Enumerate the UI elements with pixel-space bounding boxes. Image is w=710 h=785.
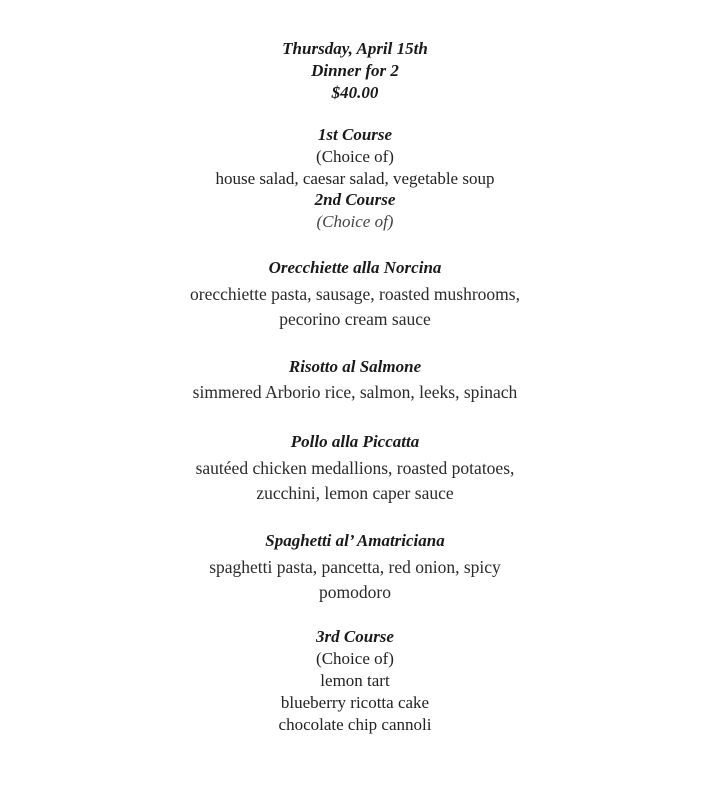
dish-description: zucchini, lemon caper sauce [256, 483, 454, 503]
dish-name: Orecchiette alla Norcina [268, 258, 442, 277]
dish-name: Pollo alla Piccatta [290, 432, 420, 451]
dish-description: sautéed chicken medallions, roasted potatoes, [195, 458, 515, 478]
dish-description: pecorino cream sauce [279, 309, 431, 329]
dish-description: pomodoro [319, 582, 391, 602]
course-2-title: 2nd Course [314, 190, 396, 209]
dish-description: spaghetti pasta, pancetta, red onion, spicy [209, 557, 501, 577]
course-1-options: house salad, caesar salad, vegetable soup [215, 169, 495, 188]
course-3-option: blueberry ricotta cake [280, 693, 430, 712]
course-3-title: 3rd Course [316, 627, 394, 646]
course-2-choice: (Choice of) [316, 212, 394, 231]
course-3-option: chocolate chip cannoli [278, 715, 432, 734]
course-1-title: 1st Course [317, 125, 393, 144]
dish-name: Spaghetti al’ Amatriciana [265, 531, 445, 550]
course-1-choice: (Choice of) [316, 147, 394, 166]
course-3-option: lemon tart [320, 671, 390, 690]
course-3-choice: (Choice of) [316, 649, 394, 668]
menu-price: $40.00 [331, 83, 379, 102]
dish-description: simmered Arborio rice, salmon, leeks, spinach [192, 382, 518, 402]
dish-description: orecchiette pasta, sausage, roasted mushrooms, [190, 284, 520, 304]
menu-subtitle: Dinner for 2 [311, 61, 399, 80]
menu-date: Thursday, April 15th [282, 39, 428, 58]
dish-name: Risotto al Salmone [288, 357, 422, 376]
